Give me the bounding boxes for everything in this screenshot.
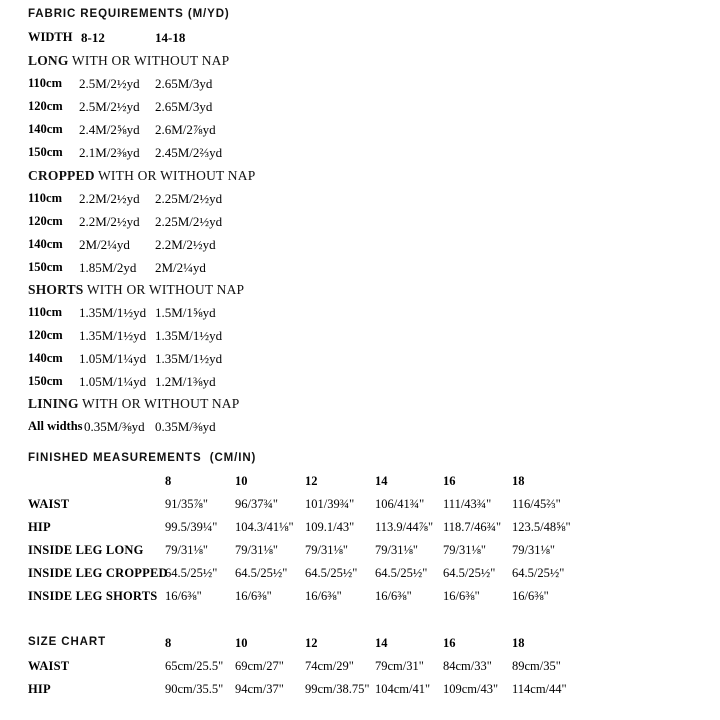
finished-cell: 16/6⅜" (512, 589, 549, 603)
size-chart-cell: 89cm/35" (512, 659, 561, 673)
fabric-row-value-col1: 2.4M/2⅝yd (79, 122, 140, 137)
fabric-row-value-col2: 2.25M/2½yd (155, 191, 223, 206)
finished-row-label: INSIDE LEG LONG (28, 543, 144, 557)
finished-cell: 64.5/25½" (235, 566, 288, 580)
fabric-row-value-col2: 2.2M/2½yd (155, 237, 216, 252)
fabric-row-value-col2: 2.25M/2½yd (155, 214, 223, 229)
finished-size-header: 18 (512, 474, 525, 488)
fabric-group-kind-shorts: SHORTS (28, 282, 84, 297)
fabric-row-value-col2: 2.65M/3yd (155, 76, 213, 91)
fabric-row-value-col2: 2M/2¼yd (155, 260, 206, 275)
fabric-row-width: 150cm (28, 145, 63, 159)
fabric-row-value-col2: 0.35M/⅜yd (155, 419, 216, 434)
size-chart-cell: 79cm/31" (375, 659, 424, 673)
fabric-requirements-heading: FABRIC REQUIREMENTS (M/YD) (28, 8, 230, 20)
finished-cell: 64.5/25½" (305, 566, 358, 580)
finished-size-header: 16 (443, 474, 456, 488)
size-chart-cell: 109cm/43" (443, 682, 499, 696)
size-chart-cell: 90cm/35.5" (165, 682, 224, 696)
fabric-row-value-col1: 2.5M/2½yd (79, 99, 140, 114)
size-chart-size-header: 18 (512, 636, 525, 650)
fabric-row-value-col1: 2M/2¼yd (79, 237, 130, 252)
finished-size-header: 12 (305, 474, 318, 488)
size-chart-size-header: 8 (165, 636, 172, 650)
size-chart-heading: SIZE CHART (28, 636, 106, 648)
size-chart-size-header: 16 (443, 636, 456, 650)
size-chart-cell: 69cm/27" (235, 659, 284, 673)
finished-cell: 79/31⅛" (443, 543, 486, 557)
fabric-row-width: 150cm (28, 260, 63, 274)
fabric-group-heading-lining (28, 396, 239, 412)
fabric-row-width: 150cm (28, 374, 63, 388)
finished-cell: 79/31⅛" (165, 543, 208, 557)
finished-cell: 116/45⅔" (512, 497, 561, 511)
fabric-row-value-col2: 2.6M/2⅞yd (155, 122, 216, 137)
finished-cell: 109.1/43" (305, 520, 355, 534)
fabric-row-value-col1: 1.05M/1¼yd (79, 374, 147, 389)
fabric-row-value-col1: 1.85M/2yd (79, 260, 137, 275)
fabric-group-kind-lining: LINING (28, 396, 79, 411)
fabric-row-value-col2: 2.45M/2⅔yd (155, 145, 223, 160)
finished-cell: 118.7/46¾" (443, 520, 502, 534)
finished-cell: 64.5/25½" (512, 566, 565, 580)
fabric-row-width: 140cm (28, 237, 63, 251)
fabric-group-nap-long: WITH OR WITHOUT NAP (68, 53, 230, 68)
finished-row-label: WAIST (28, 497, 70, 511)
fabric-width-label: WIDTH (28, 30, 73, 44)
fabric-row-width: 110cm (28, 305, 63, 319)
fabric-row-value-col2: 1.5M/1⅝yd (155, 305, 216, 320)
fabric-row-width: 110cm (28, 76, 63, 90)
size-chart-cell: 84cm/33" (443, 659, 492, 673)
size-chart-cell: 74cm/29" (305, 659, 354, 673)
fabric-width-col-1: 8-12 (81, 30, 105, 45)
fabric-row-width: 110cm (28, 191, 63, 205)
finished-measurements-heading: FINISHED MEASUREMENTS (CM/IN) (28, 452, 257, 464)
fabric-row-width: 120cm (28, 214, 63, 228)
fabric-group-nap-shorts: WITH OR WITHOUT NAP (83, 282, 245, 297)
fabric-row-width: 120cm (28, 99, 63, 113)
finished-cell: 123.5/48⅝" (512, 520, 571, 534)
fabric-group-nap-cropped: WITH OR WITHOUT NAP (94, 168, 256, 183)
fabric-row-width: All widths (28, 419, 83, 433)
finished-cell: 99.5/39¼" (165, 520, 218, 534)
fabric-group-kind-cropped: CROPPED (28, 168, 95, 183)
finished-cell: 64.5/25½" (375, 566, 428, 580)
size-chart-row-label: WAIST (28, 659, 70, 673)
size-chart-cell: 114cm/44" (512, 682, 567, 696)
finished-row-label: INSIDE LEG CROPPED (28, 566, 168, 580)
fabric-row-value-col1: 2.2M/2½yd (79, 191, 140, 206)
finished-cell: 101/39¾" (305, 497, 355, 511)
finished-cell: 113.9/44⅞" (375, 520, 434, 534)
finished-size-header: 10 (235, 474, 248, 488)
finished-cell: 104.3/41⅛" (235, 520, 294, 534)
fabric-row-value-col2: 1.35M/1½yd (155, 351, 223, 366)
size-chart-size-header: 14 (375, 636, 388, 650)
size-chart-cell: 65cm/25.5" (165, 659, 224, 673)
fabric-row-value-col1: 2.5M/2½yd (79, 76, 140, 91)
finished-cell: 16/6⅜" (375, 589, 412, 603)
finished-row-label: INSIDE LEG SHORTS (28, 589, 158, 603)
size-chart-size-header: 10 (235, 636, 248, 650)
finished-cell: 16/6⅜" (443, 589, 480, 603)
fabric-row-value-col1: 2.2M/2½yd (79, 214, 140, 229)
fabric-row-value-col1: 0.35M/⅜yd (84, 419, 145, 434)
size-chart-cell: 94cm/37" (235, 682, 284, 696)
finished-size-header: 14 (375, 474, 388, 488)
finished-cell: 79/31⅛" (375, 543, 418, 557)
finished-cell: 16/6⅜" (305, 589, 342, 603)
finished-cell: 79/31⅛" (305, 543, 348, 557)
finished-cell: 16/6⅜" (235, 589, 272, 603)
finished-cell: 64.5/25½" (165, 566, 218, 580)
finished-cell: 106/41¾" (375, 497, 425, 511)
fabric-row-value-col1: 1.35M/1½yd (79, 305, 147, 320)
size-chart-cell: 99cm/38.75" (305, 682, 370, 696)
finished-cell: 111/43¾" (443, 497, 492, 511)
size-chart-size-header: 12 (305, 636, 318, 650)
fabric-group-nap-lining: WITH OR WITHOUT NAP (78, 396, 240, 411)
fabric-row-width: 120cm (28, 328, 63, 342)
finished-cell: 79/31⅛" (235, 543, 278, 557)
fabric-group-heading-cropped (28, 168, 255, 184)
fabric-width-col-2: 14-18 (155, 30, 186, 45)
finished-cell: 79/31⅛" (512, 543, 555, 557)
finished-cell: 16/6⅜" (165, 589, 202, 603)
fabric-row-value-col2: 1.35M/1½yd (155, 328, 223, 343)
fabric-row-width: 140cm (28, 351, 63, 365)
fabric-row-width: 140cm (28, 122, 63, 136)
fabric-row-value-col2: 1.2M/1⅜yd (155, 374, 216, 389)
fabric-row-value-col2: 2.65M/3yd (155, 99, 213, 114)
finished-cell: 96/37¾" (235, 497, 278, 511)
size-chart-row-label: HIP (28, 682, 51, 696)
fabric-group-kind-long: LONG (28, 53, 69, 68)
finished-cell: 64.5/25½" (443, 566, 496, 580)
size-chart-cell: 104cm/41" (375, 682, 431, 696)
fabric-row-value-col1: 1.35M/1½yd (79, 328, 147, 343)
finished-size-header: 8 (165, 474, 172, 488)
fabric-width-header-row (0, 30, 720, 46)
fabric-row-value-col1: 2.1M/2⅜yd (79, 145, 140, 160)
finished-cell: 91/35⅞" (165, 497, 208, 511)
fabric-group-heading-long (28, 53, 229, 69)
finished-row-label: HIP (28, 520, 51, 534)
fabric-row-value-col1: 1.05M/1¼yd (79, 351, 147, 366)
fabric-group-heading-shorts (28, 282, 244, 298)
